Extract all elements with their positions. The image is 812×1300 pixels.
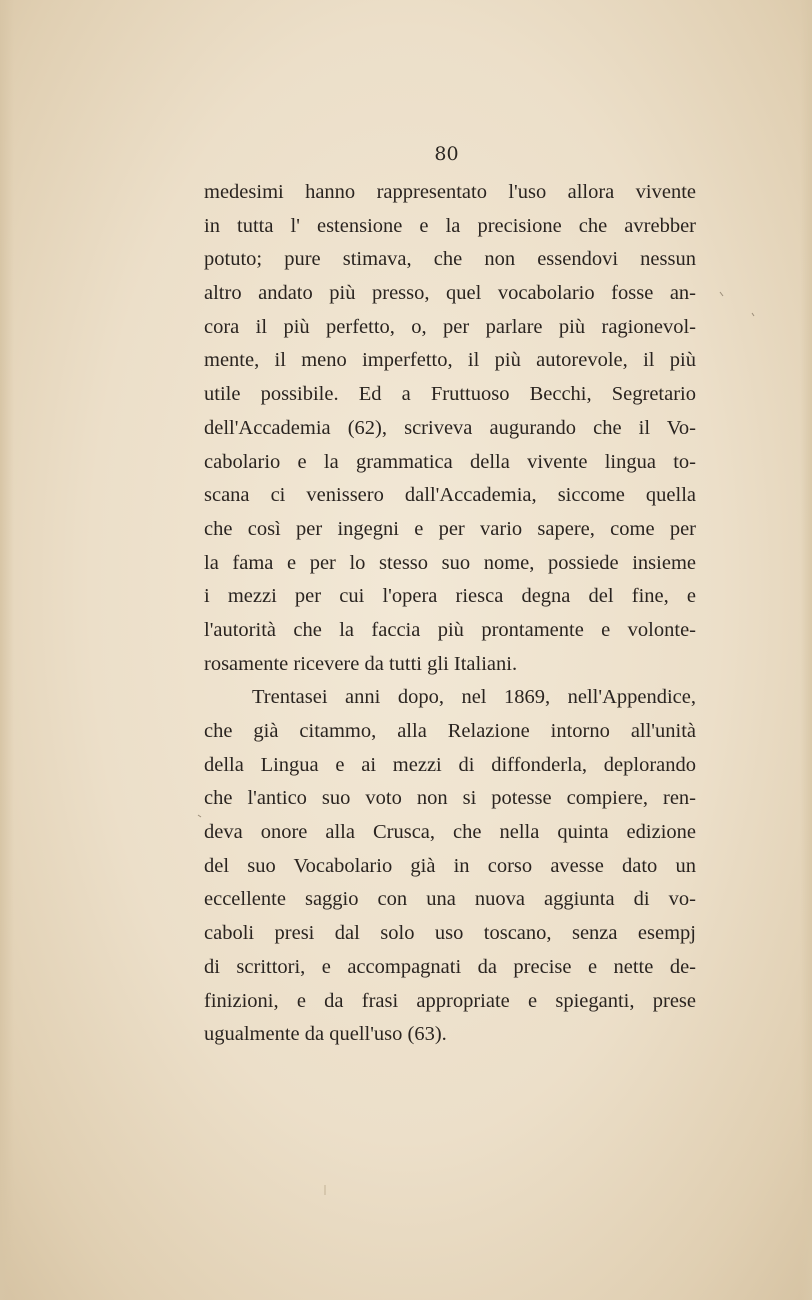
text-line: l'autorità che la faccia più prontamente e volonte-	[204, 618, 696, 641]
paragraph	[204, 176, 696, 681]
text-line: deva onore alla Crusca, che nella quinta edizione	[204, 821, 696, 844]
text-line: cabolario e la grammatica della vivente lingua to-	[204, 450, 696, 473]
text-line: potuto; pure stimava, che non essendovi nessun	[204, 248, 696, 271]
text-line: che già citammo, alla Relazione intorno all'unità	[204, 720, 696, 742]
text-line: eccellente saggio con una nuova aggiunta di vo-	[204, 888, 696, 911]
page-number: 80	[434, 143, 459, 165]
text-line: che l'antico suo voto non si potesse compiere, ren-	[204, 787, 696, 810]
text-line: i mezzi per cui l'opera riesca degna del fine, e	[204, 585, 696, 608]
text-line: della Lingua e ai mezzi di diffonderla, deplorando	[204, 753, 696, 776]
paragraph	[204, 681, 696, 1052]
text-line: che così per ingegni e per vario sapere, come per	[204, 517, 696, 540]
text-line: altro andato più presso, quel vocabolario fosse an-	[204, 282, 696, 305]
text-line: scana ci venissero dall'Accademia, siccome quella	[204, 484, 696, 507]
text-line: finizioni, e da frasi appropriate e spieganti, prese	[204, 989, 696, 1012]
text-line: medesimi hanno rappresentato l'uso allora vivente	[204, 181, 696, 203]
page-edge-left	[0, 0, 14, 1300]
text-line: la fama e per lo stesso suo nome, possiede insieme	[204, 551, 696, 574]
page-edge-right	[800, 0, 812, 1300]
text-line: caboli presi dal solo uso toscano, senza esempj	[204, 922, 696, 945]
text-line: di scrittori, e accompagnati da precise e nette de-	[204, 955, 696, 978]
text-line: utile possibile. Ed a Fruttuoso Becchi, Segretario	[204, 383, 696, 406]
text-line: ugualmente da quell'uso (63).	[204, 1023, 447, 1046]
text-line: del suo Vocabolario già in corso avesse dato un	[204, 854, 696, 877]
text-line: dell'Accademia (62), scriveva augurando che il Vo-	[204, 416, 696, 439]
text-line: Trentasei anni dopo, nel 1869, nell'Appendice,	[252, 686, 696, 709]
text-line: in tutta l' estensione e la precisione che avrebber	[204, 214, 696, 237]
text-line: cora il più perfetto, o, per parlare più ragionevol-	[204, 315, 696, 338]
text-line: rosamente ricevere da tutti gli Italiani.	[204, 652, 518, 675]
text-line: mente, il meno imperfetto, il più autorevole, il più	[204, 349, 696, 372]
body-text	[204, 176, 696, 1052]
